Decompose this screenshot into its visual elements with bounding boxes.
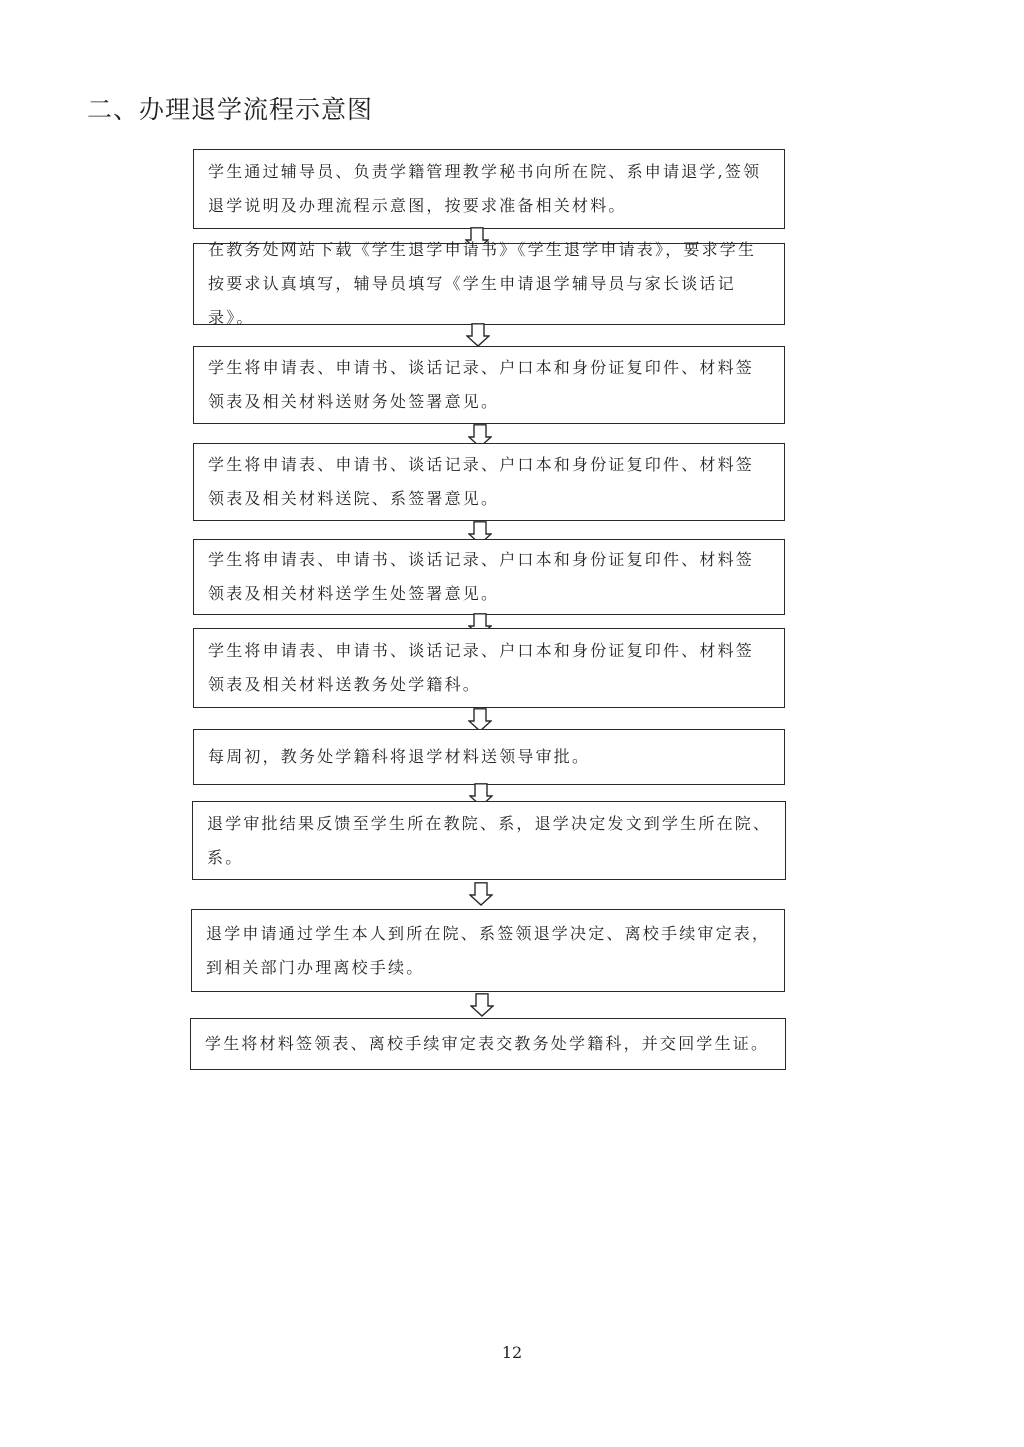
step-box-9 <box>191 909 785 992</box>
step-text-3: 学生将申请表、申请书、谈话记录、户口本和身份证复印件、材料签领表及相关材料送财务处签署意见。 <box>208 358 755 411</box>
step-box-7 <box>193 729 785 785</box>
step-text-5: 学生将申请表、申请书、谈话记录、户口本和身份证复印件、材料签领表及相关材料送学生处签署意见。 <box>208 550 755 603</box>
down-arrow-icon <box>469 882 493 906</box>
step-box-4 <box>193 443 785 521</box>
step-text-7: 每周初，教务处学籍科将退学材料送领导审批。 <box>208 747 591 766</box>
step-box-3 <box>193 346 785 424</box>
down-arrow-icon <box>466 323 490 347</box>
step-box-2 <box>193 240 785 327</box>
page-number: 12 <box>501 1343 523 1362</box>
step-box-6 <box>193 628 785 708</box>
down-arrow-icon <box>470 993 494 1017</box>
step-box-8 <box>192 801 786 880</box>
step-box-1 <box>193 149 785 229</box>
step-text-10: 学生将材料签领表、离校手续审定表交教务处学籍科，并交回学生证。 <box>205 1034 770 1053</box>
page-title: 二、办理退学流程示意图 <box>87 95 374 124</box>
step-box-5 <box>193 539 785 615</box>
step-box-10 <box>190 1018 786 1070</box>
step-text-8: 退学审批结果反馈至学生所在教院、系，退学决定发文到学生所在院、系。 <box>207 813 772 867</box>
step-text-6: 学生将申请表、申请书、谈话记录、户口本和身份证复印件、材料签领表及相关材料送教务处学籍科。 <box>208 641 755 694</box>
step-text-4: 学生将申请表、申请书、谈话记录、户口本和身份证复印件、材料签领表及相关材料送院、系签署意见。 <box>208 455 755 508</box>
step-text-1: 学生通过辅导员、负责学籍管理教学秘书向所在院、系申请退学,签领退学说明及办理流程示意图，按要求准备相关材料。 <box>208 162 762 215</box>
step-text-2: 在教务处网站下载《学生退学申请书》《学生退学申请表》，要求学生按要求认真填写，辅导员填写《学生申请退学辅导员与家长谈话记录》。 <box>208 240 757 327</box>
step-text-9: 退学申请通过学生本人到所在院、系签领退学决定、离校手续审定表，到相关部门办理离校手续。 <box>206 923 771 977</box>
